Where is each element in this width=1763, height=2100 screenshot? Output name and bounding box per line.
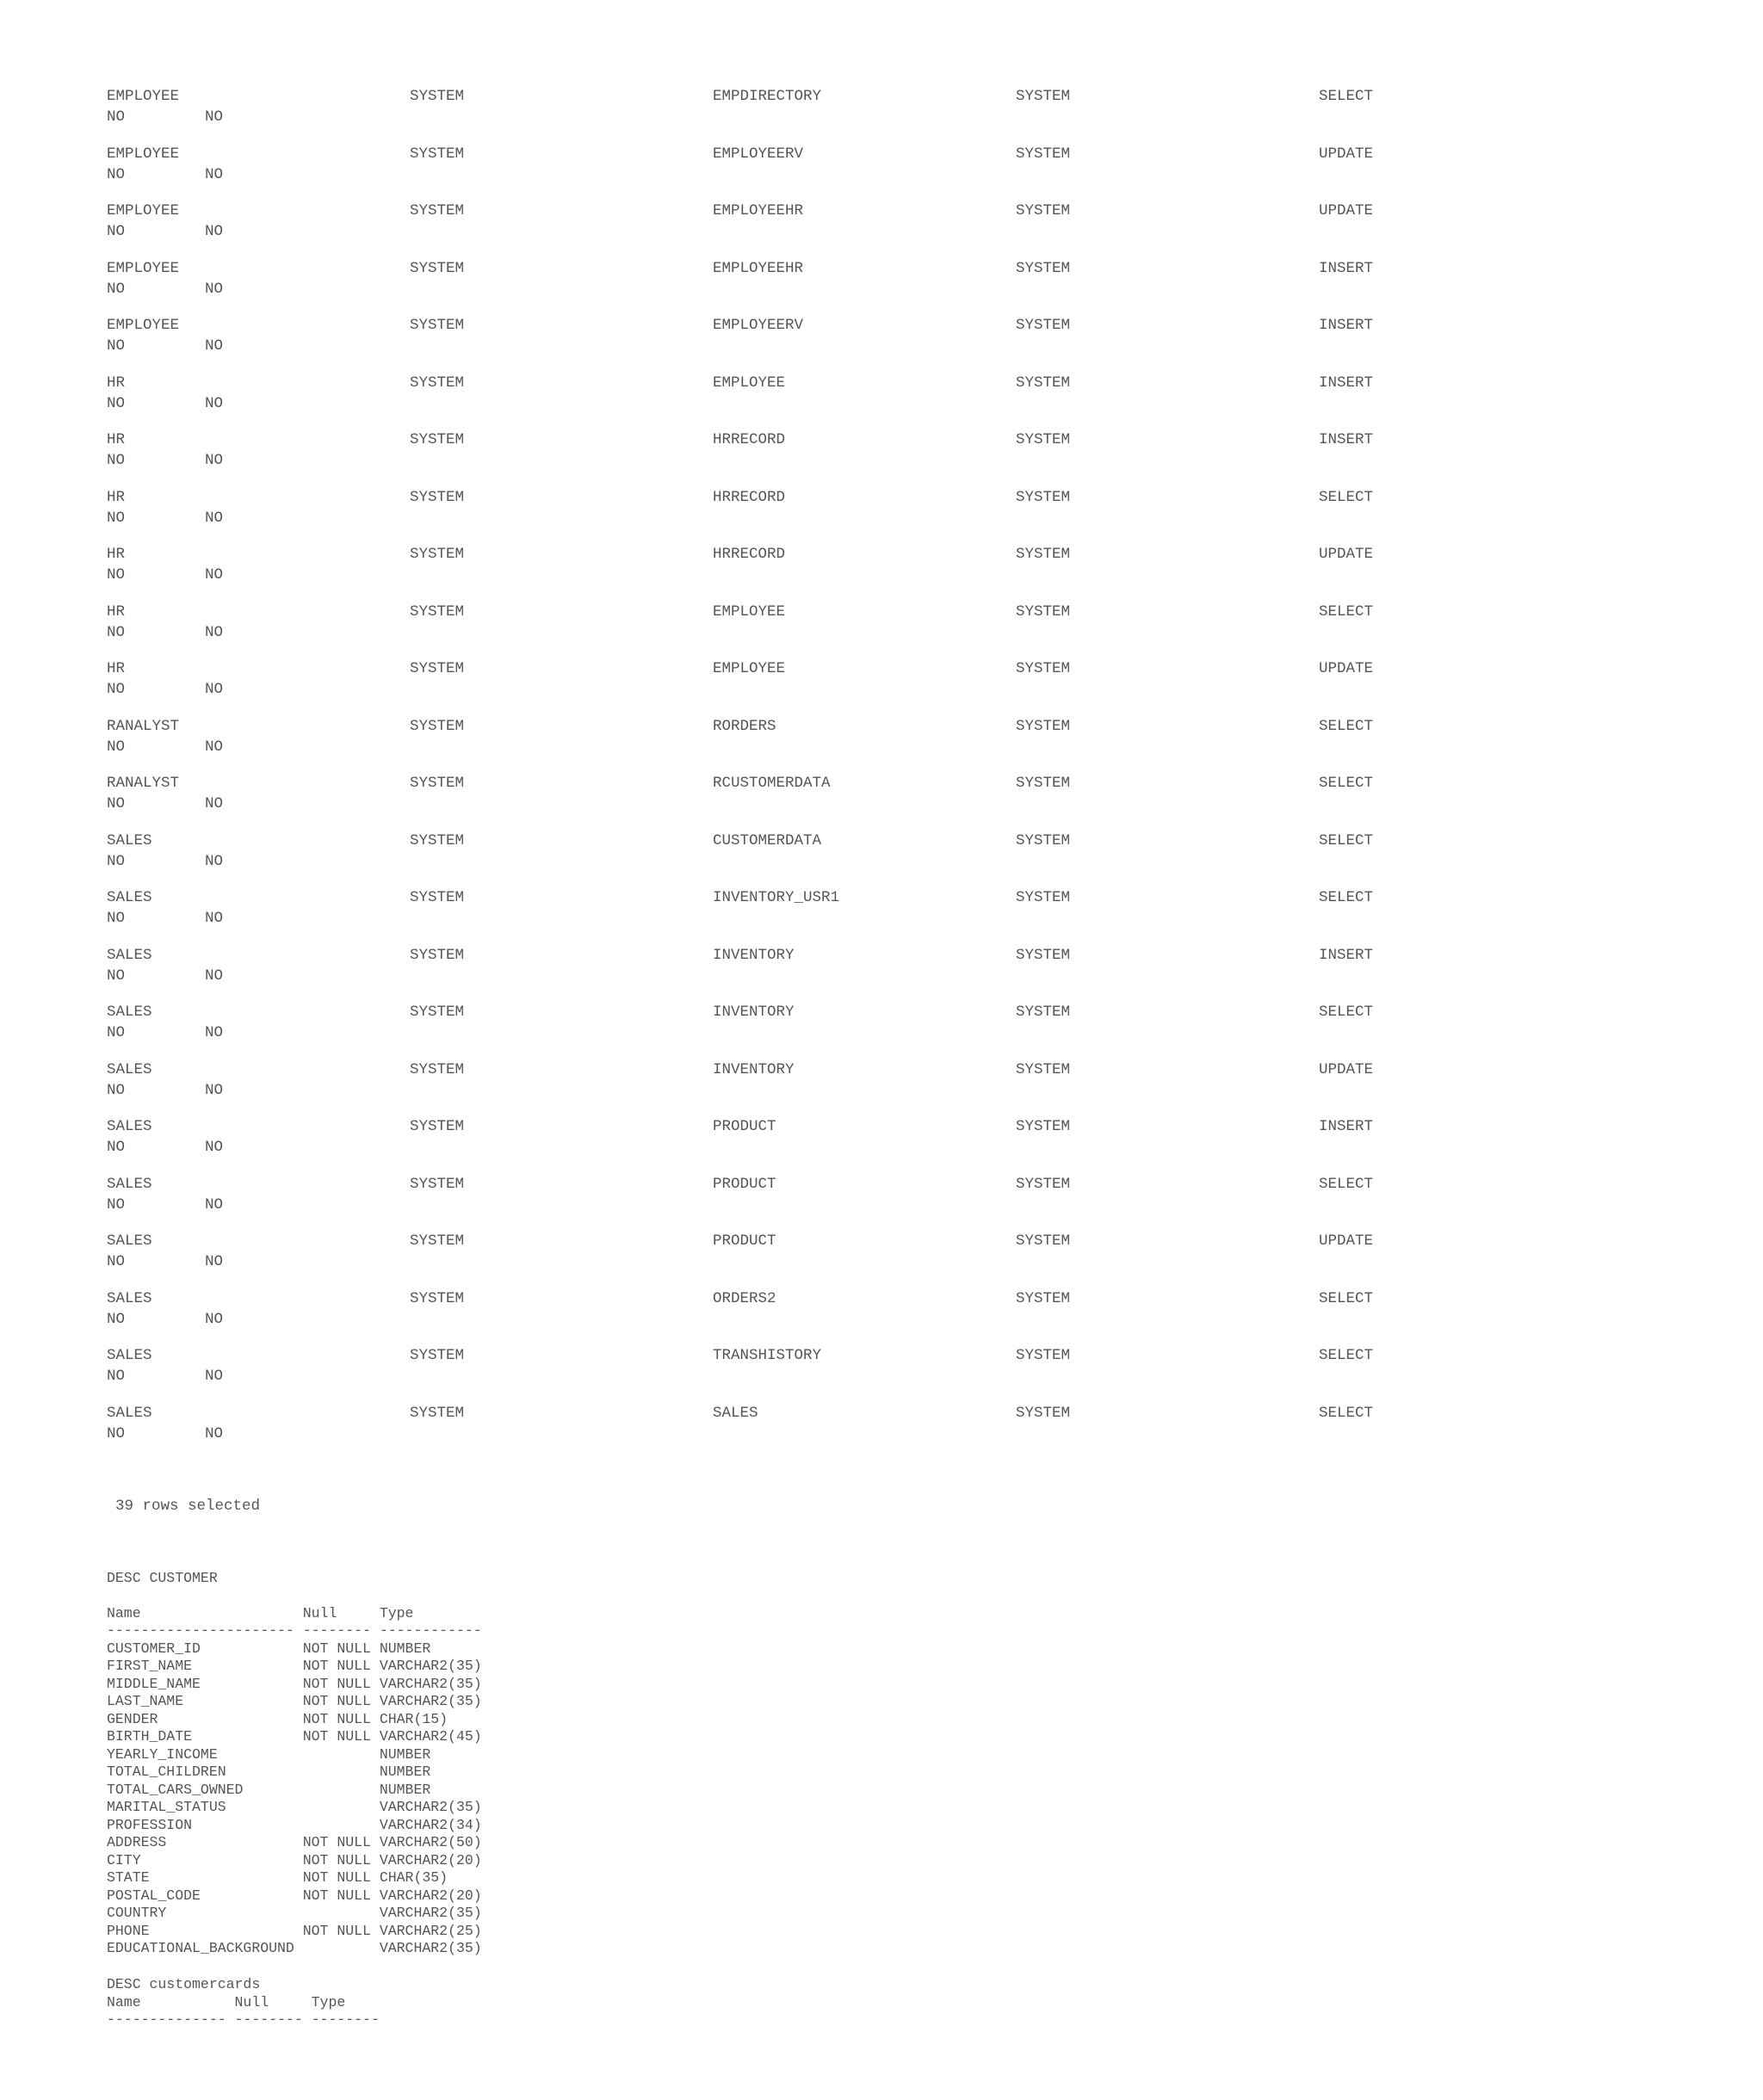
list-item: PHONE NOT NULL VARCHAR2(25) — [107, 1922, 491, 1939]
grantor-cell: SYSTEM — [1016, 1232, 1071, 1250]
grantable-cell: NO — [107, 852, 126, 870]
grantor-cell: SYSTEM — [1016, 1175, 1071, 1193]
list-item: COUNTRY VARCHAR2(35) — [107, 1905, 491, 1921]
owner-cell: SYSTEM — [410, 831, 465, 849]
rows-selected-text: 39 rows selected — [115, 1498, 261, 1515]
table-row — [107, 1116, 1656, 1174]
grantor-cell: SYSTEM — [1016, 202, 1071, 219]
list-item: TOTAL_CHILDREN NUMBER — [107, 1763, 491, 1780]
grant-row-line-2 — [107, 279, 1656, 300]
grantor-cell: SYSTEM — [1016, 488, 1071, 506]
table-name-cell: EMPLOYEERV — [713, 317, 804, 334]
grantee-cell: HR — [107, 431, 126, 448]
hierarchy-cell: NO — [205, 1424, 224, 1442]
grant-row-line-1 — [107, 1059, 1656, 1080]
hierarchy-cell: NO — [205, 337, 224, 355]
grantable-cell: NO — [107, 1368, 126, 1385]
grant-row-line-2 — [107, 450, 1656, 471]
privilege-cell: UPDATE — [1319, 145, 1374, 163]
hierarchy-cell: NO — [205, 738, 224, 756]
grant-row-line-1 — [107, 887, 1656, 908]
grantee-cell: SALES — [107, 1060, 152, 1078]
grantable-cell: NO — [107, 452, 126, 469]
grant-row-line-2 — [107, 1366, 1656, 1387]
list-item: STATE NOT NULL CHAR(35) — [107, 1869, 491, 1886]
grantee-cell: EMPLOYEE — [107, 202, 180, 219]
hierarchy-cell: NO — [205, 452, 224, 469]
desc-customer-header: Name Null Type — [107, 1604, 491, 1621]
list-item: CUSTOMER_ID NOT NULL NUMBER — [107, 1640, 491, 1657]
list-item: EDUCATIONAL_BACKGROUND VARCHAR2(35) — [107, 1940, 491, 1956]
grant-row-line-1 — [107, 429, 1656, 450]
grant-row-line-1 — [107, 1174, 1656, 1195]
grantee-cell: SALES — [107, 1404, 152, 1422]
grantable-cell: NO — [107, 165, 126, 183]
grant-row-line-1 — [107, 201, 1656, 221]
grantee-cell: SALES — [107, 1232, 152, 1250]
privilege-cell: SELECT — [1319, 602, 1374, 621]
table-name-cell: RCUSTOMERDATA — [713, 775, 831, 792]
grantor-cell: SYSTEM — [1016, 946, 1071, 964]
owner-cell: SYSTEM — [410, 317, 465, 334]
grantee-cell: SALES — [107, 831, 152, 849]
table-name-cell: EMPLOYEE — [713, 374, 786, 392]
grantee-cell: SALES — [107, 889, 152, 906]
table-row — [107, 315, 1656, 373]
grant-row-line-2 — [107, 1080, 1656, 1101]
grant-row-line-1 — [107, 373, 1656, 393]
table-row — [107, 144, 1656, 201]
grant-row-line-2 — [107, 1022, 1656, 1043]
table-name-cell: CUSTOMERDATA — [713, 831, 822, 849]
owner-cell: SYSTEM — [410, 88, 465, 105]
grant-row-line-1 — [107, 144, 1656, 164]
grant-row-line-2 — [107, 221, 1656, 242]
table-name-cell: HRRECORD — [713, 488, 786, 506]
grantor-cell: SYSTEM — [1016, 889, 1071, 906]
hierarchy-cell: NO — [205, 566, 224, 584]
table-name-cell: INVENTORY — [713, 1004, 795, 1021]
grantable-cell: NO — [107, 1253, 126, 1270]
owner-cell: SYSTEM — [410, 1289, 465, 1307]
grantee-cell: EMPLOYEE — [107, 88, 180, 105]
grantable-cell: NO — [107, 108, 126, 126]
hierarchy-cell: NO — [205, 795, 224, 812]
privilege-cell: UPDATE — [1319, 1060, 1374, 1078]
owner-cell: SYSTEM — [410, 488, 465, 506]
grantee-cell: SALES — [107, 1175, 152, 1193]
grantor-cell: SYSTEM — [1016, 717, 1071, 735]
privilege-cell: SELECT — [1319, 1175, 1374, 1193]
grantable-cell: NO — [107, 337, 126, 355]
grant-row-line-1 — [107, 1403, 1656, 1424]
grantor-cell: SYSTEM — [1016, 88, 1071, 105]
desc-customercards-separator: -------------- -------- -------- — [107, 2011, 388, 2028]
grantee-cell: SALES — [107, 1118, 152, 1135]
grantee-cell: HR — [107, 488, 126, 506]
privilege-cell: SELECT — [1319, 1347, 1374, 1364]
grant-row-line-2 — [107, 336, 1656, 356]
privilege-cell: SELECT — [1319, 717, 1374, 735]
grant-row-line-2 — [107, 565, 1656, 585]
hierarchy-cell: NO — [205, 1310, 224, 1328]
table-name-cell: SALES — [713, 1404, 758, 1422]
table-name-cell: HRRECORD — [713, 431, 786, 448]
table-name-cell: PRODUCT — [713, 1118, 776, 1135]
grantee-cell: EMPLOYEE — [107, 259, 180, 277]
grantor-cell: SYSTEM — [1016, 374, 1071, 392]
grantee-cell: SALES — [107, 1347, 152, 1364]
grantee-cell: SALES — [107, 1289, 152, 1307]
list-item: GENDER NOT NULL CHAR(15) — [107, 1710, 491, 1727]
grantable-cell: NO — [107, 795, 126, 812]
grant-row-line-2 — [107, 508, 1656, 528]
owner-cell: SYSTEM — [410, 1232, 465, 1250]
privilege-cell: INSERT — [1319, 259, 1374, 277]
table-name-cell: INVENTORY — [713, 1060, 795, 1078]
hierarchy-cell: NO — [205, 165, 224, 183]
table-name-cell: ORDERS2 — [713, 1289, 776, 1307]
grantor-cell: SYSTEM — [1016, 1004, 1071, 1021]
hierarchy-cell: NO — [205, 1081, 224, 1099]
owner-cell: SYSTEM — [410, 1004, 465, 1021]
desc-customer-columns — [107, 1640, 491, 1958]
grantee-cell: HR — [107, 546, 126, 563]
table-row — [107, 658, 1656, 716]
table-row — [107, 602, 1656, 659]
grantor-cell: SYSTEM — [1016, 602, 1071, 621]
privilege-cell: UPDATE — [1319, 660, 1374, 677]
grant-row-line-2 — [107, 1251, 1656, 1272]
table-name-cell: PRODUCT — [713, 1175, 776, 1193]
owner-cell: SYSTEM — [410, 202, 465, 219]
grant-row-line-2 — [107, 107, 1656, 127]
list-item: BIRTH_DATE NOT NULL VARCHAR2(45) — [107, 1728, 491, 1745]
table-name-cell: EMPDIRECTORY — [713, 88, 822, 105]
table-name-cell: RORDERS — [713, 717, 776, 735]
grantable-cell: NO — [107, 1139, 126, 1156]
hierarchy-cell: NO — [205, 1024, 224, 1041]
grant-row-line-2 — [107, 164, 1656, 185]
grant-row-line-2 — [107, 908, 1656, 929]
table-row — [107, 1174, 1656, 1232]
list-item: PROFESSION VARCHAR2(34) — [107, 1816, 491, 1833]
privilege-cell: SELECT — [1319, 775, 1374, 792]
table-row — [107, 201, 1656, 258]
hierarchy-cell: NO — [205, 1139, 224, 1156]
grant-row-line-1 — [107, 487, 1656, 508]
grantee-cell: HR — [107, 374, 126, 392]
hierarchy-cell: NO — [205, 223, 224, 240]
grant-row-line-2 — [107, 737, 1656, 757]
grantable-cell: NO — [107, 280, 126, 298]
grant-row-line-2 — [107, 1137, 1656, 1158]
grant-row-line-2 — [107, 794, 1656, 814]
list-item: TOTAL_CARS_OWNED NUMBER — [107, 1781, 491, 1798]
list-item: CITY NOT NULL VARCHAR2(20) — [107, 1851, 491, 1868]
owner-cell: SYSTEM — [410, 775, 465, 792]
grantee-cell: SALES — [107, 1004, 152, 1021]
owner-cell: SYSTEM — [410, 259, 465, 277]
owner-cell: SYSTEM — [410, 546, 465, 563]
grant-row-line-1 — [107, 315, 1656, 336]
list-item: FIRST_NAME NOT NULL VARCHAR2(35) — [107, 1658, 491, 1674]
list-item: YEARLY_INCOME NUMBER — [107, 1745, 491, 1763]
grantable-cell: NO — [107, 1195, 126, 1214]
privilege-cell: INSERT — [1319, 431, 1374, 448]
hierarchy-cell: NO — [205, 1195, 224, 1214]
desc-customer-block — [107, 1570, 491, 1958]
desc-customercards-header: Name Null Type — [107, 1993, 388, 2010]
table-row — [107, 487, 1656, 545]
owner-cell: SYSTEM — [410, 1060, 465, 1078]
list-item: MARITAL_STATUS VARCHAR2(35) — [107, 1799, 491, 1815]
table-row — [107, 258, 1656, 316]
grantee-cell: HR — [107, 660, 126, 677]
grantor-cell: SYSTEM — [1016, 660, 1071, 677]
grant-row-line-1 — [107, 1345, 1656, 1366]
table-name-cell: INVENTORY — [713, 946, 795, 964]
grantor-cell: SYSTEM — [1016, 259, 1071, 277]
hierarchy-cell: NO — [205, 623, 224, 641]
table-row — [107, 1231, 1656, 1288]
grant-row-line-1 — [107, 1002, 1656, 1022]
privilege-cell: INSERT — [1319, 1118, 1374, 1135]
table-name-cell: EMPLOYEE — [713, 602, 786, 621]
hierarchy-cell: NO — [205, 681, 224, 698]
grant-row-line-1 — [107, 258, 1656, 279]
owner-cell: SYSTEM — [410, 889, 465, 906]
privilege-cell: SELECT — [1319, 1004, 1374, 1021]
privilege-cell: INSERT — [1319, 317, 1374, 334]
table-row — [107, 373, 1656, 430]
owner-cell: SYSTEM — [410, 1175, 465, 1193]
grantee-cell: HR — [107, 602, 126, 621]
grant-row-line-1 — [107, 86, 1656, 107]
table-row — [107, 716, 1656, 774]
table-row — [107, 1059, 1656, 1117]
grant-row-line-2 — [107, 1309, 1656, 1330]
grantable-cell: NO — [107, 1424, 126, 1442]
table-row — [107, 86, 1656, 144]
table-name-cell: EMPLOYEE — [713, 660, 786, 677]
grantor-cell: SYSTEM — [1016, 775, 1071, 792]
table-row — [107, 887, 1656, 945]
grantable-cell: NO — [107, 223, 126, 240]
table-row — [107, 945, 1656, 1003]
grantee-cell: EMPLOYEE — [107, 317, 180, 334]
hierarchy-cell: NO — [205, 967, 224, 985]
hierarchy-cell: NO — [205, 1368, 224, 1385]
grantable-cell: NO — [107, 394, 126, 412]
grantable-cell: NO — [107, 967, 126, 985]
table-row — [107, 1345, 1656, 1403]
grantor-cell: SYSTEM — [1016, 145, 1071, 163]
grant-results — [107, 86, 1656, 1460]
grant-row-line-1 — [107, 1116, 1656, 1137]
grantable-cell: NO — [107, 566, 126, 584]
grant-row-line-1 — [107, 544, 1656, 565]
grant-row-line-1 — [107, 658, 1656, 679]
owner-cell: SYSTEM — [410, 946, 465, 964]
grant-row-line-1 — [107, 945, 1656, 966]
table-name-cell: EMPLOYEEHR — [713, 259, 804, 277]
privilege-cell: SELECT — [1319, 1289, 1374, 1307]
table-row — [107, 1002, 1656, 1059]
grantee-cell: RANALYST — [107, 717, 180, 735]
owner-cell: SYSTEM — [410, 717, 465, 735]
grantable-cell: NO — [107, 1310, 126, 1328]
table-row — [107, 544, 1656, 602]
grantable-cell: NO — [107, 738, 126, 756]
hierarchy-cell: NO — [205, 394, 224, 412]
table-name-cell: PRODUCT — [713, 1232, 776, 1250]
grantee-cell: EMPLOYEE — [107, 145, 180, 163]
desc-customercards-block — [107, 1976, 388, 2029]
owner-cell: SYSTEM — [410, 431, 465, 448]
owner-cell: SYSTEM — [410, 374, 465, 392]
grantee-cell: SALES — [107, 946, 152, 964]
hierarchy-cell: NO — [205, 509, 224, 527]
grantable-cell: NO — [107, 910, 126, 927]
table-name-cell: INVENTORY_USR1 — [713, 889, 840, 906]
grant-row-line-2 — [107, 966, 1656, 986]
grantee-cell: RANALYST — [107, 775, 180, 792]
privilege-cell: UPDATE — [1319, 546, 1374, 563]
grant-row-line-1 — [107, 602, 1656, 622]
hierarchy-cell: NO — [205, 1253, 224, 1270]
table-name-cell: EMPLOYEEHR — [713, 202, 804, 219]
grant-row-line-2 — [107, 679, 1656, 700]
table-row — [107, 1403, 1656, 1461]
desc-customer-title: DESC CUSTOMER — [107, 1570, 218, 1586]
grant-row-line-1 — [107, 1231, 1656, 1251]
grant-row-line-1 — [107, 1288, 1656, 1309]
grantor-cell: SYSTEM — [1016, 1347, 1071, 1364]
grantor-cell: SYSTEM — [1016, 546, 1071, 563]
owner-cell: SYSTEM — [410, 145, 465, 163]
desc-customer-separator: ---------------------- -------- ------------ — [107, 1622, 491, 1639]
grant-row-line-2 — [107, 1195, 1656, 1215]
privilege-cell: SELECT — [1319, 1404, 1374, 1422]
table-name-cell: EMPLOYEERV — [713, 145, 804, 163]
hierarchy-cell: NO — [205, 108, 224, 126]
grant-row-line-1 — [107, 716, 1656, 737]
privilege-cell: SELECT — [1319, 831, 1374, 849]
table-name-cell: HRRECORD — [713, 546, 786, 563]
table-name-cell: TRANSHISTORY — [713, 1347, 822, 1364]
list-item: LAST_NAME NOT NULL VARCHAR2(35) — [107, 1693, 491, 1709]
desc-customercards-title: DESC customercards — [107, 1976, 261, 1992]
privilege-cell: UPDATE — [1319, 1232, 1374, 1250]
grantable-cell: NO — [107, 681, 126, 698]
hierarchy-cell: NO — [205, 280, 224, 298]
grantable-cell: NO — [107, 623, 126, 641]
privilege-cell: SELECT — [1319, 488, 1374, 506]
grantor-cell: SYSTEM — [1016, 1404, 1071, 1422]
hierarchy-cell: NO — [205, 852, 224, 870]
owner-cell: SYSTEM — [410, 1347, 465, 1364]
grantor-cell: SYSTEM — [1016, 1118, 1071, 1135]
grantor-cell: SYSTEM — [1016, 1289, 1071, 1307]
owner-cell: SYSTEM — [410, 1404, 465, 1422]
grantable-cell: NO — [107, 509, 126, 527]
table-row — [107, 773, 1656, 831]
grant-row-line-2 — [107, 1424, 1656, 1444]
owner-cell: SYSTEM — [410, 660, 465, 677]
owner-cell: SYSTEM — [410, 1118, 465, 1135]
grant-row-line-1 — [107, 773, 1656, 794]
privilege-cell: UPDATE — [1319, 202, 1374, 219]
grant-row-line-2 — [107, 393, 1656, 414]
grant-row-line-2 — [107, 851, 1656, 872]
grantor-cell: SYSTEM — [1016, 317, 1071, 334]
grant-row-line-1 — [107, 831, 1656, 851]
grantor-cell: SYSTEM — [1016, 1060, 1071, 1078]
privilege-cell: SELECT — [1319, 889, 1374, 906]
list-item: POSTAL_CODE NOT NULL VARCHAR2(20) — [107, 1887, 491, 1904]
owner-cell: SYSTEM — [410, 602, 465, 621]
table-row — [107, 1288, 1656, 1346]
hierarchy-cell: NO — [205, 910, 224, 927]
privilege-cell: INSERT — [1319, 374, 1374, 392]
grant-row-line-2 — [107, 622, 1656, 643]
grantable-cell: NO — [107, 1024, 126, 1041]
table-row — [107, 429, 1656, 487]
table-row — [107, 831, 1656, 888]
list-item: MIDDLE_NAME NOT NULL VARCHAR2(35) — [107, 1675, 491, 1692]
grantable-cell: NO — [107, 1081, 126, 1099]
list-item: ADDRESS NOT NULL VARCHAR2(50) — [107, 1834, 491, 1850]
grantor-cell: SYSTEM — [1016, 431, 1071, 448]
privilege-cell: INSERT — [1319, 946, 1374, 964]
privilege-cell: SELECT — [1319, 88, 1374, 105]
grantor-cell: SYSTEM — [1016, 831, 1071, 849]
